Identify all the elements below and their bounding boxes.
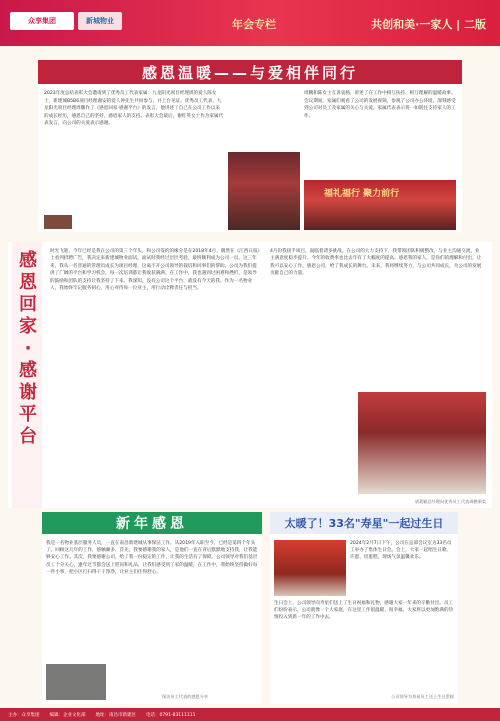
article-body: 2024年2月7日下午，公司在总部会议室为33名员工举办了集体生日会。会上，大家一起唱生日歌、许愿、切蛋糕，现场气氛温馨欢乐。 (350, 541, 452, 561)
award-photo (358, 392, 486, 494)
company-logo: 众享集团 (10, 12, 74, 30)
article-body-left: 时光飞逝，今年已经是我在公司的第三个年头。和公司签约的缘分是在2018年4月，偶然在《江西日报》上看到招聘广告，我决定来新建城物业面试。面试时我经过层层考验，最终顺利成为公司一员。这三年来，我从一名普通的管理员成长为项目经理，这离不开公司领导的栽培和同事们的帮助。公司为我们提供了广阔的平台和学习机会，每一次培训都让我收获满满。在工作中，我也遇到过困难和挫折，是领导的鼓励和团队的支持让我坚持了下来。我深知，没有公司这个平台，就没有今天的我。作为一名物业人，我始终牢记服务初心，用心对待每一位业主，用行动诠释责任与担当。 (50, 249, 260, 292)
article-title: 感恩温暖——与爱相伴同行 (38, 60, 462, 84)
staff-photo (46, 664, 106, 700)
group-photo (304, 180, 456, 230)
article-body-lower: 生日会上，公司领导向寿星们送上了生日祝福和礼物，感谢大家一年来的辛勤付出。员工们纷纷表示，公司就像一个大家庭，在这里工作很温暖、很幸福。大家将以更加饱满的热情投入到新一年的工作中去。 (274, 601, 454, 621)
article-gratitude (38, 60, 462, 232)
article-body-right: 周鹏和陈女士互诉衷肠，讲述了在工作中相互扶持、相互理解的温暖故事。会议期间，家属们观看了公司的发展视频，参观了公司办公环境，深刻感受到公司对员工及家属的关心与关爱。家属代表表示将一如既往支持家人的工作。 (304, 91, 456, 119)
footer-item: 电话：0791-83111111 (146, 712, 196, 718)
sub-logo: 新城物业 (78, 12, 122, 30)
speaker-photo (44, 215, 72, 229)
footer-item: 主办：众享集团 (8, 712, 40, 718)
vertical-title: 感恩回家·感谢平台 (19, 250, 37, 447)
photo-banner-text: 福礼福行 聚力前行 (324, 189, 400, 199)
birthday-photo (274, 540, 346, 596)
issue-label: 共创和美·一家人 | 二版 (371, 18, 486, 31)
header-bar (0, 0, 500, 46)
footer-item: 编辑：企业文化部 (49, 712, 86, 718)
article-new-year (42, 512, 262, 704)
article-thanks (8, 242, 492, 508)
photo-caption: 保洁员工代表的感恩分享 (162, 694, 209, 699)
article-title: 新年感恩 (42, 512, 262, 534)
article-body-right: 4月份我接手项目，面临着诸多挑战。在公司的大力支持下，我带领团队积极整改，与业主沟通交流，业主满意度稳步提升。今年的收费率也比去年有了大幅度的提高。感恩我的家人，是你们的理解和付出，让我可以安心工作。感恩公司，给了我成长的舞台。未来，我将继续努力，与公司共同成长，为公司的发展贡献自己的力量。 (270, 249, 482, 277)
stage-photo (228, 152, 300, 230)
article-body: 我是一名物业基层服务人员，一直在南昌新建城从事保洁工作。从2019年入职至今，已经是第四个年头了。回顾这几年的工作，感触颇多。首先，我要感谢我的家人，是他们一直在背后默默地支持我，让我能够安心工作。其次，我要感谢公司，给了我一份稳定的工作，让我的生活有了保障。公司领导对我们基层员工十分关心，逢年过节都会送上慰问和礼品，让我们感受到了家的温暖。在工作中，我始终坚持做好每一件小事，把小区打扫得干干净净，让业主们住得舒心。 (46, 541, 258, 575)
photo-caption: 诸葛颖总经理向优秀员工代表周鹏颁奖 (414, 499, 486, 504)
article-body: 2023年度总结表彰大会邀请到了优秀员工代表家属：九龙阳光项目经理周的爱人陈女士，新建城B5B6项目经理谢安的爱人钟先生共同参与，并上台见证。优秀员工代表、九龙阳光项目经理周鹏作了《感恩回家·感谢平台》的发言，他讲述了自己在公司工作以来的成长经历，感恩自己的坚持，感恩家人的支持。表彰大会最后，谢红英女士作为家属代表发言，向公司的关爱表示感谢。 (44, 91, 224, 127)
article-birthday (270, 512, 458, 704)
footer-bar (0, 708, 500, 721)
footer-item: 地址：南昌市新建区 (95, 712, 136, 718)
article-title: 太暖了！33名"寿星"一起过生日 (270, 512, 458, 534)
photo-caption: 公司领导为寿星员工送上生日蛋糕 (391, 694, 454, 699)
section-label: 年会专栏 (232, 18, 276, 31)
vertical-title-panel (12, 242, 42, 508)
